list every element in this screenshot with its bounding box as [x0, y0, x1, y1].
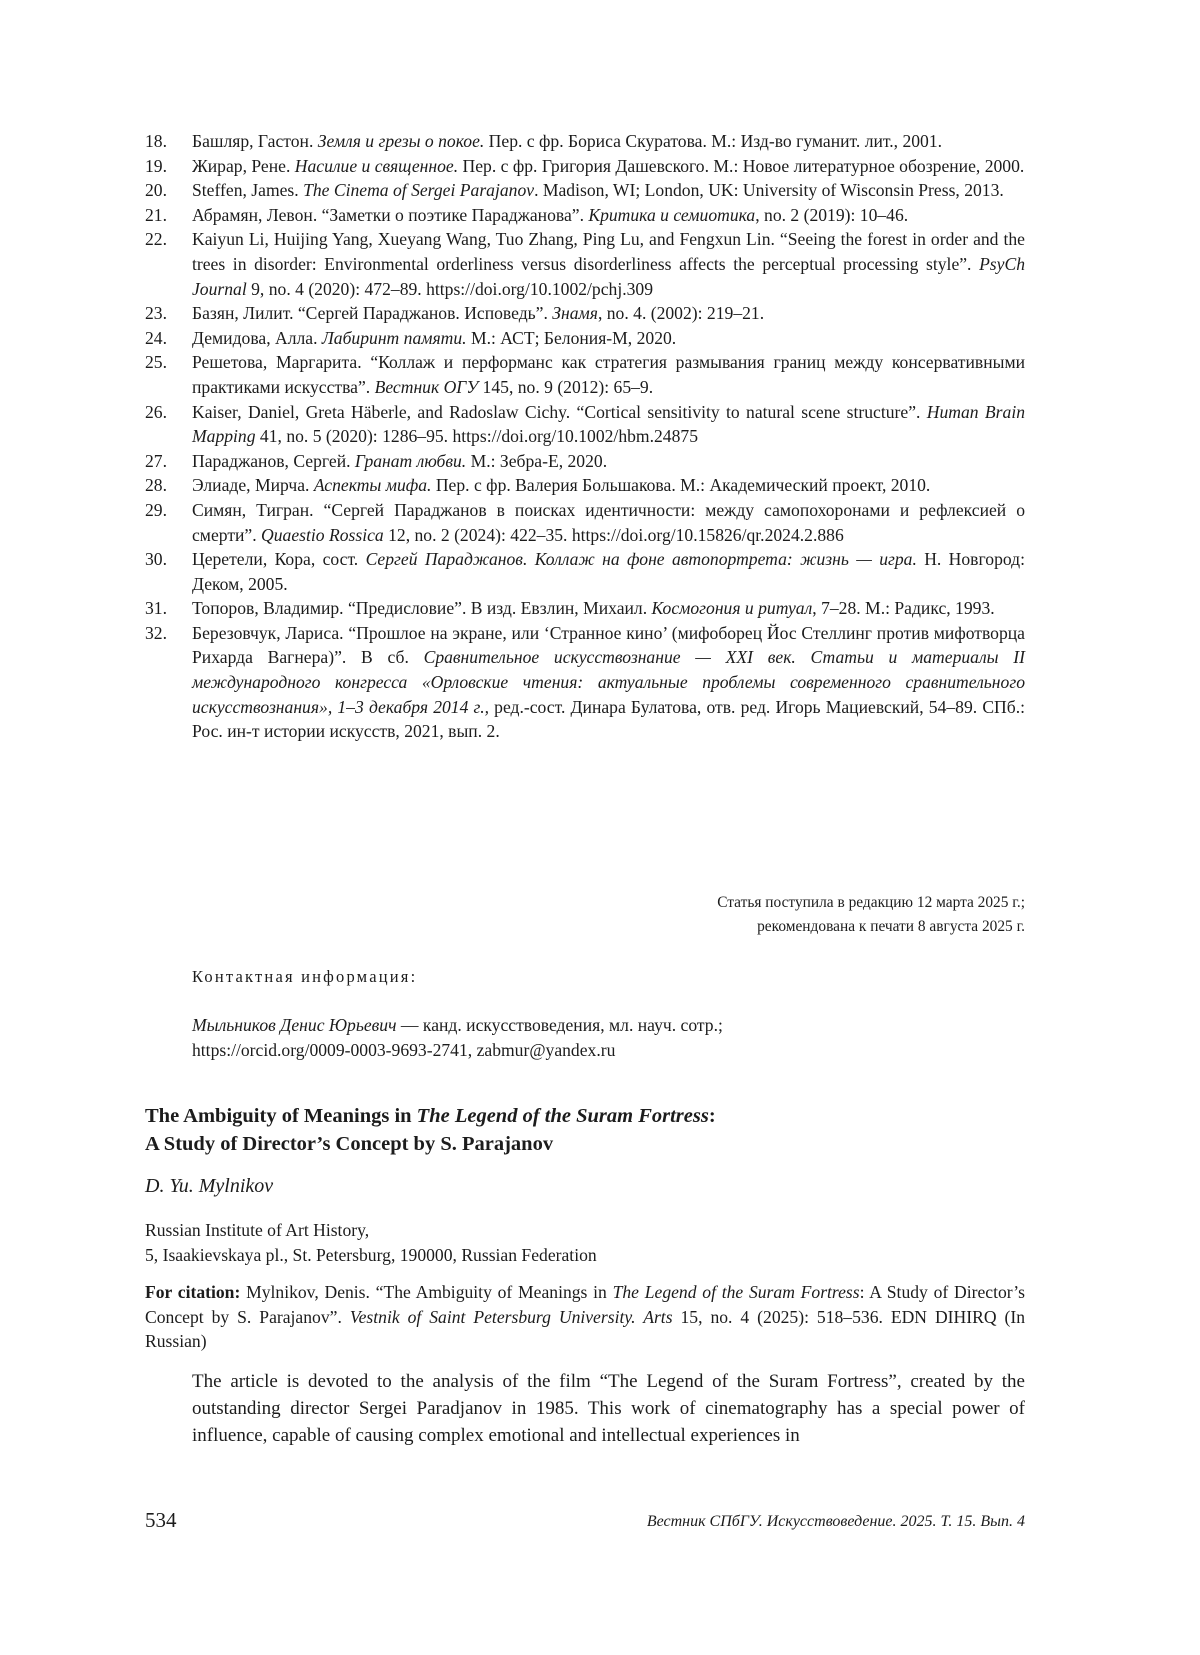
reference-title: Насилие и священное. — [294, 155, 459, 176]
reference-fragment: Параджанов, Сергей. — [192, 450, 355, 471]
reference-item — [145, 350, 1025, 399]
reference-fragment: , no. 2 (2019): 10–46. — [755, 204, 909, 225]
citation-text: 15, no. 4 (2025): 518–536. EDN DIHIRQ (In Russian) — [145, 1306, 1026, 1352]
reference-fragment: Башляр, Гастон. — [192, 131, 318, 151]
reference-title: Критика и семиотика — [588, 204, 756, 225]
reference-item — [145, 203, 1025, 228]
reference-fragment: 12, no. 2 (2024): 422–35. https://doi.org/10.15826/qr.2024.2.886 — [383, 524, 844, 545]
reference-number: 29. — [145, 499, 167, 520]
reference-fragment: М.: Зебра-Е, 2020. — [466, 450, 608, 471]
reference-fragment: Kaiyun Li, Huijing Yang, Xueyang Wang, Tuo Zhang, Ping Lu, and Fengxun Lin. “Seeing the forest in order and the trees in disorder: Environmental orderliness versus disorderliness affects the perceptual processing style”. — [192, 229, 1025, 274]
reference-number: 19. — [145, 155, 167, 176]
reference-number: 26. — [145, 401, 167, 422]
reference-number: 25. — [145, 352, 167, 373]
author-desc: — канд. искусствоведения, мл. науч. сотр.; — [396, 1015, 723, 1035]
reference-fragment: ред.-сост. Динара Булатова, отв. ред. Игорь Мациевский, 54–89. СПб.: Рос. ин-т истории искусств, 2021, вып. 2. — [192, 696, 1025, 742]
reference-title: Сравнительное искусствознание — XXI век. Статьи и материалы II международного конгресса «Орловские чтения: актуальные проблемы современного сравнительного искусствознания», 1–3 декабря 2014 г., — [192, 647, 1025, 717]
citation-label: For citation: — [145, 1282, 241, 1302]
reference-title: Аспекты мифа. — [313, 475, 432, 496]
journal-running-title: Вестник СПбГУ. Искусствоведение. 2025. Т. 15. Вып. 4 — [646, 1513, 1025, 1530]
reference-text — [192, 326, 1025, 351]
reference-item — [145, 498, 1025, 547]
reference-fragment: Н. Новгород: Деком, 2005. — [192, 549, 1025, 594]
reference-fragment: Kaiser, Daniel, Greta Häberle, and Radoslaw Cichy. “Cortical sensitivity to natural scene structure”. — [192, 401, 927, 422]
reference-fragment: , 7–28. М.: Радикс, 1993. — [812, 598, 995, 619]
reference-fragment: Симян, Тигран. “Сергей Параджанов в поисках идентичности: между самопохоронами и рефлексией о смерти”. — [192, 499, 1025, 545]
reference-fragment: , no. 4. (2002): 219–21. — [597, 303, 765, 324]
reference-fragment: 9, no. 4 (2020): 472–89. https://doi.org/10.1002/pchj.309 — [246, 278, 654, 299]
reference-item — [145, 400, 1025, 449]
reference-number: 22. — [145, 229, 167, 250]
reference-title: Human Brain Mapping — [192, 401, 1026, 447]
reference-number: 20. — [145, 180, 167, 201]
reference-text — [192, 498, 1025, 547]
reference-text — [192, 350, 1025, 399]
contact-heading: Контактная информация: — [192, 967, 418, 986]
reference-number: 18. — [145, 131, 167, 151]
reference-number: 27. — [145, 450, 167, 471]
reference-item — [145, 326, 1025, 351]
reference-fragment: Пер. с фр. Валерия Большакова. М.: Академический проект, 2010. — [431, 475, 931, 496]
reference-fragment: Абрамян, Левон. “Заметки о поэтике Параджанова”. — [192, 204, 589, 225]
reference-item — [145, 621, 1025, 744]
reference-title: The Cinema of Sergei Parajanov — [303, 180, 535, 201]
reference-title: Земля и грезы о покое. — [317, 131, 485, 151]
reference-fragment: Базян, Лилит. “Сергей Параджанов. Исповедь”. — [192, 303, 553, 324]
title-text: The Ambiguity of Meanings in — [145, 1105, 417, 1127]
received-note — [145, 891, 1025, 938]
reference-text — [192, 154, 1025, 179]
reference-fragment: 145, no. 9 (2012): 65–9. — [478, 376, 654, 397]
reference-title: Космогония и ритуал — [651, 598, 813, 619]
affiliation-line-2: 5, Isaakievskaya pl., St. Petersburg, 190000, Russian Federation — [145, 1244, 597, 1265]
reference-item — [145, 178, 1025, 203]
citation-text: : A Study of Director’s Concept by S. Parajanov”. — [145, 1282, 1025, 1327]
reference-fragment: М.: АСТ; Белония-М, 2020. — [466, 327, 677, 348]
contact-info — [192, 1013, 1022, 1062]
english-author: D. Yu. Mylnikov — [145, 1175, 274, 1197]
reference-title: Вестник ОГУ — [374, 376, 479, 397]
reference-text — [192, 301, 1025, 326]
citation-journal: Vestnik of Saint Petersburg University. Arts — [349, 1306, 673, 1327]
reference-item — [145, 596, 1025, 621]
reference-title: Quaestio Rossica — [261, 524, 384, 545]
author-name: Мыльников Денис Юрьевич — [192, 1015, 397, 1035]
reference-title: Лабиринт памяти. — [321, 327, 467, 348]
affiliation-line-1: Russian Institute of Art History, — [145, 1220, 370, 1240]
reference-text — [192, 621, 1025, 744]
reference-item — [145, 301, 1025, 326]
reference-item — [145, 547, 1025, 596]
reference-fragment: . Madison, WI; London, UK: University of Wisconsin Press, 2013. — [534, 180, 1004, 201]
title-colon: : — [708, 1105, 716, 1127]
reference-fragment: Steffen, James. — [192, 180, 304, 201]
reference-title: Знамя — [552, 303, 598, 324]
reference-item — [145, 473, 1025, 498]
reference-title: Сергей Параджанов. Коллаж на фоне автопортрета: жизнь — игра. — [365, 549, 917, 570]
reference-fragment: Жирар, Рене. — [192, 155, 295, 176]
reference-number: 24. — [145, 327, 167, 348]
page-number: 534 — [145, 1508, 177, 1532]
reference-number: 32. — [145, 622, 167, 643]
reference-fragment: Топоров, Владимир. “Предисловие”. В изд. Евзлин, Михаил. — [192, 598, 652, 619]
reference-number: 31. — [145, 598, 167, 619]
reference-text — [192, 227, 1025, 301]
reference-fragment: Березовчук, Лариса. “Прошлое на экране, или ‘Странное кино’ (мифоборец Йос Стеллинг против мифотворца Рихарда Вагнера)”. В сб. — [192, 622, 1025, 668]
reference-item — [145, 129, 1025, 154]
reference-item — [145, 154, 1025, 179]
reference-text — [192, 596, 1025, 621]
reference-fragment: Пер. с фр. Григория Дашевского. М.: Новое литературное обозрение, 2000. — [458, 155, 1025, 176]
reference-fragment: 41, no. 5 (2020): 1286–95. https://doi.org/10.1002/hbm.24875 — [255, 426, 698, 447]
reference-item — [145, 227, 1025, 301]
reference-text — [192, 473, 1025, 498]
reference-number: 28. — [145, 475, 167, 496]
reference-fragment: Элиаде, Мирча. — [192, 475, 314, 496]
page-footer — [145, 1508, 1025, 1538]
recommended-line: рекомендована к печати 8 августа 2025 г. — [757, 917, 1025, 935]
reference-number: 21. — [145, 204, 167, 225]
reference-number: 23. — [145, 303, 167, 324]
citation-film: The Legend of the Suram Fortress — [612, 1282, 860, 1302]
received-line: Статья поступила в редакцию 12 марта 2025 г.; — [717, 894, 1025, 911]
reference-fragment: Решетова, Маргарита. “Коллаж и перформанс как стратегия размывания границ между консервативными практиками искусства”. — [192, 352, 1025, 397]
reference-text — [192, 400, 1025, 449]
citation-text: Mylnikov, Denis. “The Ambiguity of Meanings in — [240, 1282, 613, 1302]
reference-title: Гранат любви. — [354, 450, 467, 471]
reference-number: 30. — [145, 549, 167, 570]
reference-item — [145, 449, 1025, 474]
reference-fragment: Демидова, Алла. — [192, 327, 322, 348]
reference-text — [192, 129, 1025, 154]
title-line-2: A Study of Director’s Concept by S. Parajanov — [145, 1133, 554, 1155]
reference-list — [145, 129, 1025, 744]
reference-fragment: Пер. с фр. Бориса Скуратова. М.: Изд-во гуманит. лит., 2001. — [484, 131, 943, 151]
reference-text — [192, 547, 1025, 596]
citation — [145, 1280, 1025, 1354]
reference-text — [192, 178, 1025, 203]
reference-fragment: Церетели, Кора, сост. — [192, 549, 366, 570]
affiliation — [145, 1218, 1025, 1267]
reference-title: PsyCh Journal — [192, 253, 1025, 299]
reference-text — [192, 449, 1025, 474]
title-film-name: The Legend of the Suram Fortress — [416, 1105, 709, 1127]
abstract: The article is devoted to the analysis of the film “The Legend of the Suram Fortress”, created by the outstanding director Sergei Paradjanov in 1985. This work of cinematography has a special power of influence, capable of causing complex emotional and intellectual experiences in — [192, 1371, 1025, 1446]
author-links[interactable]: https://orcid.org/0009-0003-9693-2741, zabmur@yandex.ru — [192, 1039, 616, 1060]
english-title — [145, 1102, 1025, 1158]
reference-text — [192, 203, 1025, 228]
